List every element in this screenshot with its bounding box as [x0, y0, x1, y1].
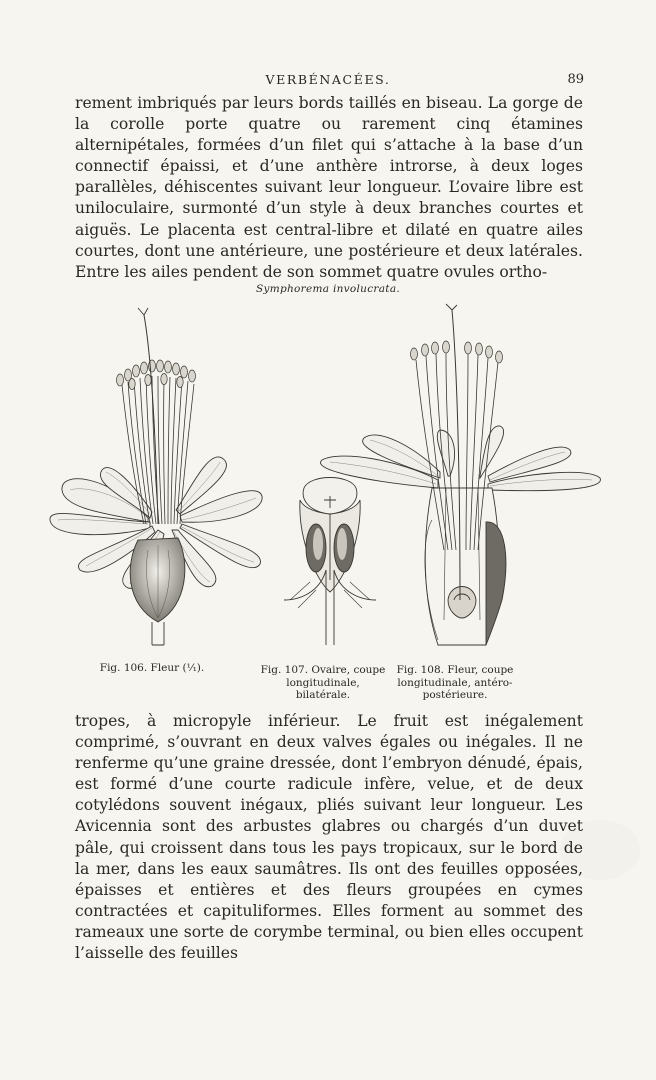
figure-caption: Symphorema involucrata. — [255, 283, 401, 295]
paragraph: rement imbriqués par leurs bords taillés en biseau. La gorge de la corolle porte quatre ou rarement cinq étamines alternipétales, formées d’un filet qui s’attache à la base d’un connectif épaissi, et d’une anthère introrse, à deux loges parallèles, déhiscentes suivant leur longueur. L’ovaire libre est uniloculaire, surmonté d’un style à deux branches courtes et aiguës. Le placenta est central-libre et dilaté en quatre ailes courtes, dont une antérieure, une postérieure et deux latérales. Entre les ailes pendent de son sommet quatre ovules ortho- — [75, 94, 583, 281]
body-text-top — [75, 93, 583, 283]
botanical-plate — [40, 300, 620, 660]
fig107-label: Fig. 107. Ovaire, coupe longitudinale, bilatérale. — [260, 664, 386, 701]
fig108-flower-section-drawing — [320, 304, 600, 645]
fig107-ovary-drawing — [284, 478, 376, 646]
running-title: VERBÉNACÉES. — [265, 72, 391, 87]
body-text-bottom — [75, 711, 583, 964]
fig106-flower-drawing — [50, 308, 262, 645]
fig106-label: Fig. 106. Fleur (¹⁄₁). — [99, 662, 205, 674]
fig108-label: Fig. 108. Fleur, coupe longitudinale, antéro-postérieure. — [396, 664, 514, 701]
page-number: 89 — [567, 72, 584, 87]
running-head — [0, 70, 656, 90]
paragraph: tropes, à micropyle inférieur. Le fruit est inégalement comprimé, s’ouvrant en deux valves égales ou inégales. Il ne renferme qu’une graine dressée, dont l’embryon dénudé, épais, est formé d’une courte radicule infère, velue, et de deux cotylédons souvent inégaux, pliés suivant leur longueur. Les Avicennia sont des arbustes glabres ou chargés d’un duvet pâle, qui croissent dans tous les pays tropicaux, sur le bord de la mer, dans les eaux saumâtres. Ils ont des feuilles opposées, épaisses et entières et des fleurs groupées en cymes contractées et capituliformes. Elles forment au sommet des rameaux une sorte de corymbe terminal, ou bien elles occupent l’aisselle des feuilles — [75, 712, 583, 963]
